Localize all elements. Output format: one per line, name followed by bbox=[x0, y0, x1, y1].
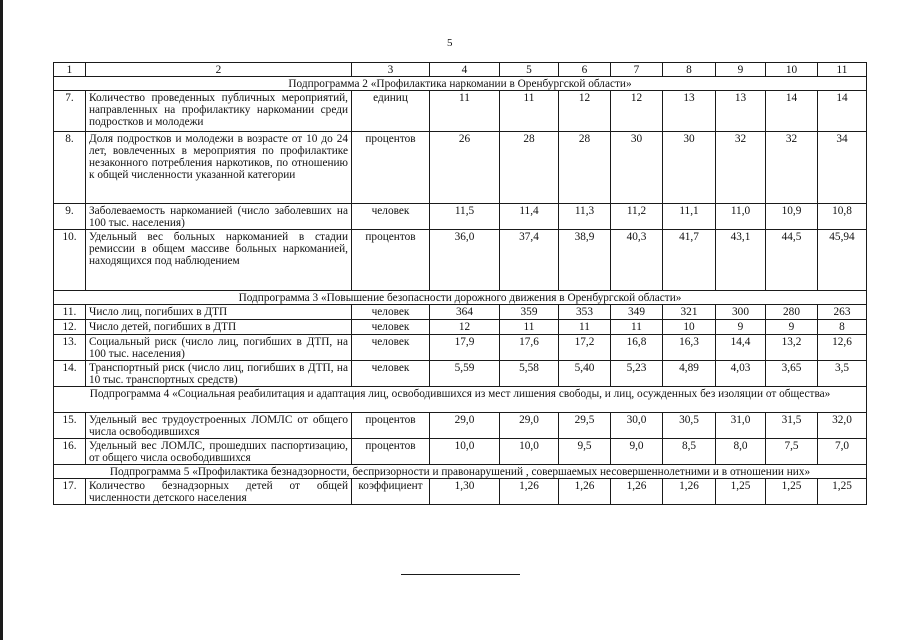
indicator-value: 11 bbox=[559, 320, 611, 335]
indicator-name: Удельный вес ЛОМЛС, прошедших паспортизацию, от общего числа освободившихся bbox=[86, 439, 352, 465]
column-number: 1 bbox=[54, 63, 86, 77]
indicator-row bbox=[54, 335, 867, 361]
indicator-value: 13 bbox=[716, 91, 766, 132]
indicator-value: 353 bbox=[559, 305, 611, 320]
indicator-value: 7,0 bbox=[818, 439, 867, 465]
indicator-name: Удельный вес трудоустроенных ЛОМЛС от общего числа освободившихся bbox=[86, 413, 352, 439]
column-number: 3 bbox=[352, 63, 430, 77]
subprogram-title: Подпрограмма 2 «Профилактика наркомании в Оренбургской области» bbox=[54, 77, 867, 91]
page-number: 5 bbox=[447, 37, 453, 49]
subprogram-title: Подпрограмма 5 «Профилактика безнадзорности, беспризорности и правонарушений , совершаемых несовершеннолетними и в отношении них» bbox=[54, 465, 867, 479]
unit-of-measure: процентов bbox=[352, 439, 430, 465]
column-number: 5 bbox=[500, 63, 559, 77]
unit-of-measure: процентов bbox=[352, 413, 430, 439]
indicator-value: 31,0 bbox=[716, 413, 766, 439]
indicator-row bbox=[54, 91, 867, 132]
indicator-value: 43,1 bbox=[716, 230, 766, 291]
indicator-value: 9,5 bbox=[559, 439, 611, 465]
indicator-value: 17,6 bbox=[500, 335, 559, 361]
indicator-number: 17. bbox=[54, 479, 86, 505]
indicator-number: 15. bbox=[54, 413, 86, 439]
indicator-value: 30 bbox=[611, 132, 663, 204]
indicator-value: 3,5 bbox=[818, 361, 867, 387]
indicator-value: 8 bbox=[818, 320, 867, 335]
column-number: 8 bbox=[663, 63, 716, 77]
indicator-row bbox=[54, 305, 867, 320]
indicator-value: 349 bbox=[611, 305, 663, 320]
indicator-value: 1,25 bbox=[716, 479, 766, 505]
indicators-table bbox=[53, 62, 867, 505]
indicator-value: 11,5 bbox=[430, 204, 500, 230]
column-number: 7 bbox=[611, 63, 663, 77]
bottom-divider bbox=[401, 574, 520, 575]
indicator-row bbox=[54, 320, 867, 335]
indicator-value: 17,2 bbox=[559, 335, 611, 361]
subprogram-row bbox=[54, 291, 867, 305]
indicator-value: 1,26 bbox=[500, 479, 559, 505]
indicator-value: 13 bbox=[663, 91, 716, 132]
indicator-value: 30,0 bbox=[611, 413, 663, 439]
indicator-value: 29,5 bbox=[559, 413, 611, 439]
indicator-value: 4,89 bbox=[663, 361, 716, 387]
indicator-name: Транспортный риск (число лиц, погибших в ДТП, на 10 тыс. транспортных средств) bbox=[86, 361, 352, 387]
indicator-value: 11,0 bbox=[716, 204, 766, 230]
indicator-row bbox=[54, 413, 867, 439]
indicator-value: 17,9 bbox=[430, 335, 500, 361]
indicator-value: 10,9 bbox=[766, 204, 818, 230]
indicator-name: Количество безнадзорных детей от общей численности детского населения bbox=[86, 479, 352, 505]
indicator-value: 16,3 bbox=[663, 335, 716, 361]
indicator-number: 11. bbox=[54, 305, 86, 320]
unit-of-measure: человек bbox=[352, 335, 430, 361]
unit-of-measure: коэффициент bbox=[352, 479, 430, 505]
indicator-value: 30 bbox=[663, 132, 716, 204]
indicator-value: 9 bbox=[716, 320, 766, 335]
indicator-value: 1,25 bbox=[818, 479, 867, 505]
indicator-name: Число детей, погибших в ДТП bbox=[86, 320, 352, 335]
indicator-value: 29,0 bbox=[430, 413, 500, 439]
indicator-value: 32 bbox=[716, 132, 766, 204]
table-body bbox=[54, 63, 867, 505]
indicator-name: Социальный риск (число лиц, погибших в ДТП, на 100 тыс. населения) bbox=[86, 335, 352, 361]
indicator-value: 10,8 bbox=[818, 204, 867, 230]
indicator-value: 45,94 bbox=[818, 230, 867, 291]
indicator-value: 44,5 bbox=[766, 230, 818, 291]
indicator-value: 41,7 bbox=[663, 230, 716, 291]
unit-of-measure: человек bbox=[352, 361, 430, 387]
unit-of-measure: процентов bbox=[352, 132, 430, 204]
indicator-value: 11 bbox=[500, 320, 559, 335]
indicator-value: 5,23 bbox=[611, 361, 663, 387]
column-number-row bbox=[54, 63, 867, 77]
indicator-value: 12,6 bbox=[818, 335, 867, 361]
indicator-value: 5,58 bbox=[500, 361, 559, 387]
indicator-value: 300 bbox=[716, 305, 766, 320]
indicator-name: Удельный вес больных наркоманией в стадии ремиссии в общем массиве больных наркоманией, находящихся под наблюдением bbox=[86, 230, 352, 291]
indicator-row bbox=[54, 230, 867, 291]
subprogram-row bbox=[54, 77, 867, 91]
indicator-value: 11 bbox=[611, 320, 663, 335]
indicator-name: Число лиц, погибших в ДТП bbox=[86, 305, 352, 320]
indicator-value: 7,5 bbox=[766, 439, 818, 465]
subprogram-title: Подпрограмма 3 «Повышение безопасности дорожного движения в Оренбургской области» bbox=[54, 291, 867, 305]
indicator-value: 32 bbox=[766, 132, 818, 204]
indicator-number: 9. bbox=[54, 204, 86, 230]
indicator-value: 36,0 bbox=[430, 230, 500, 291]
indicator-value: 28 bbox=[500, 132, 559, 204]
indicator-number: 10. bbox=[54, 230, 86, 291]
column-number: 10 bbox=[766, 63, 818, 77]
indicator-value: 10,0 bbox=[430, 439, 500, 465]
indicator-value: 11 bbox=[500, 91, 559, 132]
indicator-value: 11,4 bbox=[500, 204, 559, 230]
indicator-value: 12 bbox=[430, 320, 500, 335]
column-number: 4 bbox=[430, 63, 500, 77]
indicator-value: 31,5 bbox=[766, 413, 818, 439]
indicator-value: 11,2 bbox=[611, 204, 663, 230]
indicator-value: 14 bbox=[766, 91, 818, 132]
indicator-value: 11,1 bbox=[663, 204, 716, 230]
indicator-value: 14 bbox=[818, 91, 867, 132]
column-number: 9 bbox=[716, 63, 766, 77]
indicator-value: 1,26 bbox=[663, 479, 716, 505]
column-number: 2 bbox=[86, 63, 352, 77]
indicator-value: 5,40 bbox=[559, 361, 611, 387]
indicator-value: 9 bbox=[766, 320, 818, 335]
indicator-value: 280 bbox=[766, 305, 818, 320]
indicator-name: Количество проведенных публичных мероприятий, направленных на профилактику наркомании среди подростков и молодежи bbox=[86, 91, 352, 132]
indicator-value: 321 bbox=[663, 305, 716, 320]
indicator-value: 38,9 bbox=[559, 230, 611, 291]
indicator-value: 359 bbox=[500, 305, 559, 320]
unit-of-measure: человек bbox=[352, 204, 430, 230]
indicator-value: 29,0 bbox=[500, 413, 559, 439]
subprogram-row bbox=[54, 465, 867, 479]
indicator-row bbox=[54, 361, 867, 387]
unit-of-measure: человек bbox=[352, 320, 430, 335]
indicator-number: 12. bbox=[54, 320, 86, 335]
indicator-number: 8. bbox=[54, 132, 86, 204]
indicator-row bbox=[54, 439, 867, 465]
column-number: 6 bbox=[559, 63, 611, 77]
indicator-value: 16,8 bbox=[611, 335, 663, 361]
indicator-value: 37,4 bbox=[500, 230, 559, 291]
indicator-value: 11 bbox=[430, 91, 500, 132]
indicator-value: 28 bbox=[559, 132, 611, 204]
indicator-row bbox=[54, 204, 867, 230]
indicator-value: 40,3 bbox=[611, 230, 663, 291]
indicator-value: 1,25 bbox=[766, 479, 818, 505]
indicator-value: 11,3 bbox=[559, 204, 611, 230]
indicator-value: 32,0 bbox=[818, 413, 867, 439]
indicator-value: 34 bbox=[818, 132, 867, 204]
indicator-name: Заболеваемость наркоманией (число заболевших на 100 тыс. населения) bbox=[86, 204, 352, 230]
indicator-value: 13,2 bbox=[766, 335, 818, 361]
indicator-value: 12 bbox=[611, 91, 663, 132]
indicator-value: 1,26 bbox=[611, 479, 663, 505]
indicator-value: 9,0 bbox=[611, 439, 663, 465]
indicator-value: 26 bbox=[430, 132, 500, 204]
indicator-value: 10,0 bbox=[500, 439, 559, 465]
indicator-value: 12 bbox=[559, 91, 611, 132]
indicator-value: 5,59 bbox=[430, 361, 500, 387]
indicator-row bbox=[54, 479, 867, 505]
indicator-value: 8,5 bbox=[663, 439, 716, 465]
indicator-number: 7. bbox=[54, 91, 86, 132]
unit-of-measure: человек bbox=[352, 305, 430, 320]
indicator-value: 30,5 bbox=[663, 413, 716, 439]
indicator-value: 14,4 bbox=[716, 335, 766, 361]
unit-of-measure: процентов bbox=[352, 230, 430, 291]
unit-of-measure: единиц bbox=[352, 91, 430, 132]
indicator-value: 4,03 bbox=[716, 361, 766, 387]
subprogram-title: Подпрограмма 4 «Социальная реабилитация и адаптация лиц, освободившихся из мест лишения свободы, и лиц, осужденных без изоляции от общества» bbox=[54, 387, 867, 413]
indicator-name: Доля подростков и молодежи в возрасте от 10 до 24 лет, вовлеченных в мероприятия по профилактике незаконного потребления наркотиков, по отношению к общей численности указанной категории bbox=[86, 132, 352, 204]
scan-edge bbox=[0, 0, 3, 640]
indicator-value: 364 bbox=[430, 305, 500, 320]
indicator-number: 16. bbox=[54, 439, 86, 465]
indicator-value: 3,65 bbox=[766, 361, 818, 387]
indicator-number: 14. bbox=[54, 361, 86, 387]
indicator-value: 10 bbox=[663, 320, 716, 335]
indicator-value: 8,0 bbox=[716, 439, 766, 465]
indicator-value: 1,30 bbox=[430, 479, 500, 505]
indicator-number: 13. bbox=[54, 335, 86, 361]
subprogram-row bbox=[54, 387, 867, 413]
indicator-row bbox=[54, 132, 867, 204]
column-number: 11 bbox=[818, 63, 867, 77]
indicator-value: 1,26 bbox=[559, 479, 611, 505]
indicator-value: 263 bbox=[818, 305, 867, 320]
